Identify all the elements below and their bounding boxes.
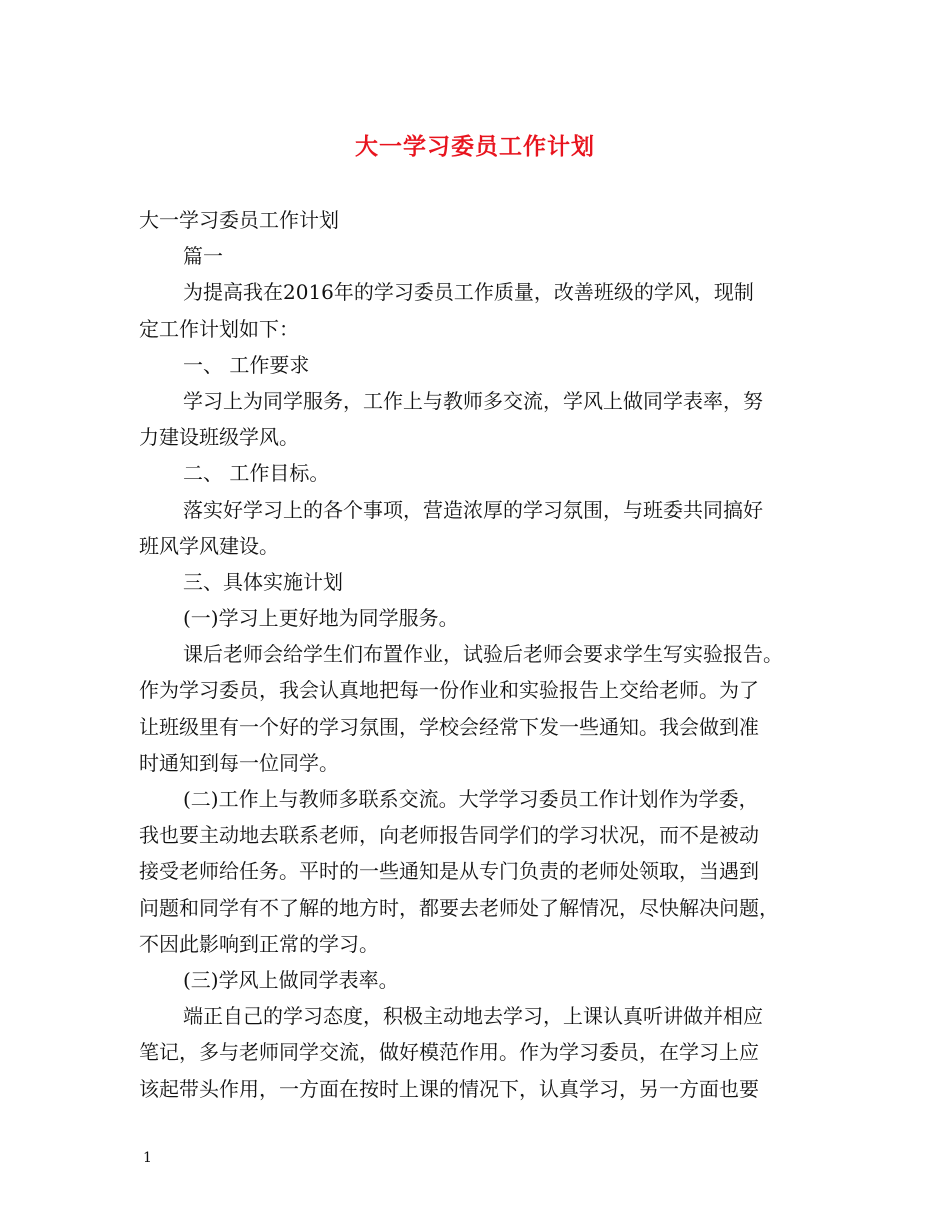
body-line: 让班级里有一个好的学习氛围，学校会经常下发一些通知。我会做到准 — [139, 714, 759, 739]
body-line: 课后老师会给学生们布置作业，试验后老师会要求学生写实验报告。 — [183, 642, 783, 667]
body-line: 为提高我在2016年的学习委员工作质量，改善班级的学风，现制 — [183, 280, 754, 305]
body-line: 不因此影响到正常的学习。 — [139, 931, 379, 956]
body-line: 该起带头作用，一方面在按时上课的情况下，认真学习，另一方面也要 — [139, 1076, 759, 1101]
body-line-subheading: (三)学风上做同学表率。 — [183, 967, 399, 992]
body-line-heading: 大一学习委员工作计划 — [139, 208, 339, 232]
body-line: 班风学风建设。 — [139, 533, 279, 558]
document-title: 大一学习委员工作计划 — [355, 133, 595, 160]
body-line: (二)工作上与教师多联系交流。大学学习委员工作计划作为学委， — [183, 787, 759, 811]
body-line: 定工作计划如下： — [139, 316, 299, 341]
body-line: 时通知到每一位同学。 — [139, 750, 339, 775]
body-line: 问题和同学有不了解的地方时，都要去老师处了解情况，尽快解决问题， — [139, 895, 779, 920]
body-line: 学习上为同学服务，工作上与教师多交流，学风上做同学表率，努 — [183, 388, 763, 413]
document-body — [139, 202, 819, 1107]
body-line-section-label: 篇一 — [183, 244, 223, 269]
body-line: 作为学习委员，我会认真地把每一份作业和实验报告上交给老师。为了 — [139, 678, 759, 703]
body-line-subheading: 三、具体实施计划 — [183, 569, 343, 594]
body-line: 力建设班级学风。 — [139, 425, 299, 450]
body-line: 端正自己的学习态度，积极主动地去学习，上课认真听讲做并相应 — [183, 1004, 763, 1029]
body-line-subheading: 二、 工作目标。 — [183, 461, 330, 486]
body-line: 我也要主动地去联系老师，向老师报告同学们的学习状况，而不是被动 — [139, 823, 759, 848]
body-line: 接受老师给任务。平时的一些通知是从专门负责的老师处领取，当遇到 — [139, 859, 759, 884]
body-line: 笔记，多与老师同学交流，做好模范作用。作为学习委员，在学习上应 — [139, 1040, 759, 1065]
page-number: 1 — [143, 1150, 152, 1166]
body-line-subheading: (一)学习上更好地为同学服务。 — [183, 606, 459, 631]
body-line: 落实好学习上的各个事项，营造浓厚的学习氛围，与班委共同搞好 — [183, 497, 763, 522]
body-line-subheading: 一、 工作要求 — [183, 352, 310, 377]
